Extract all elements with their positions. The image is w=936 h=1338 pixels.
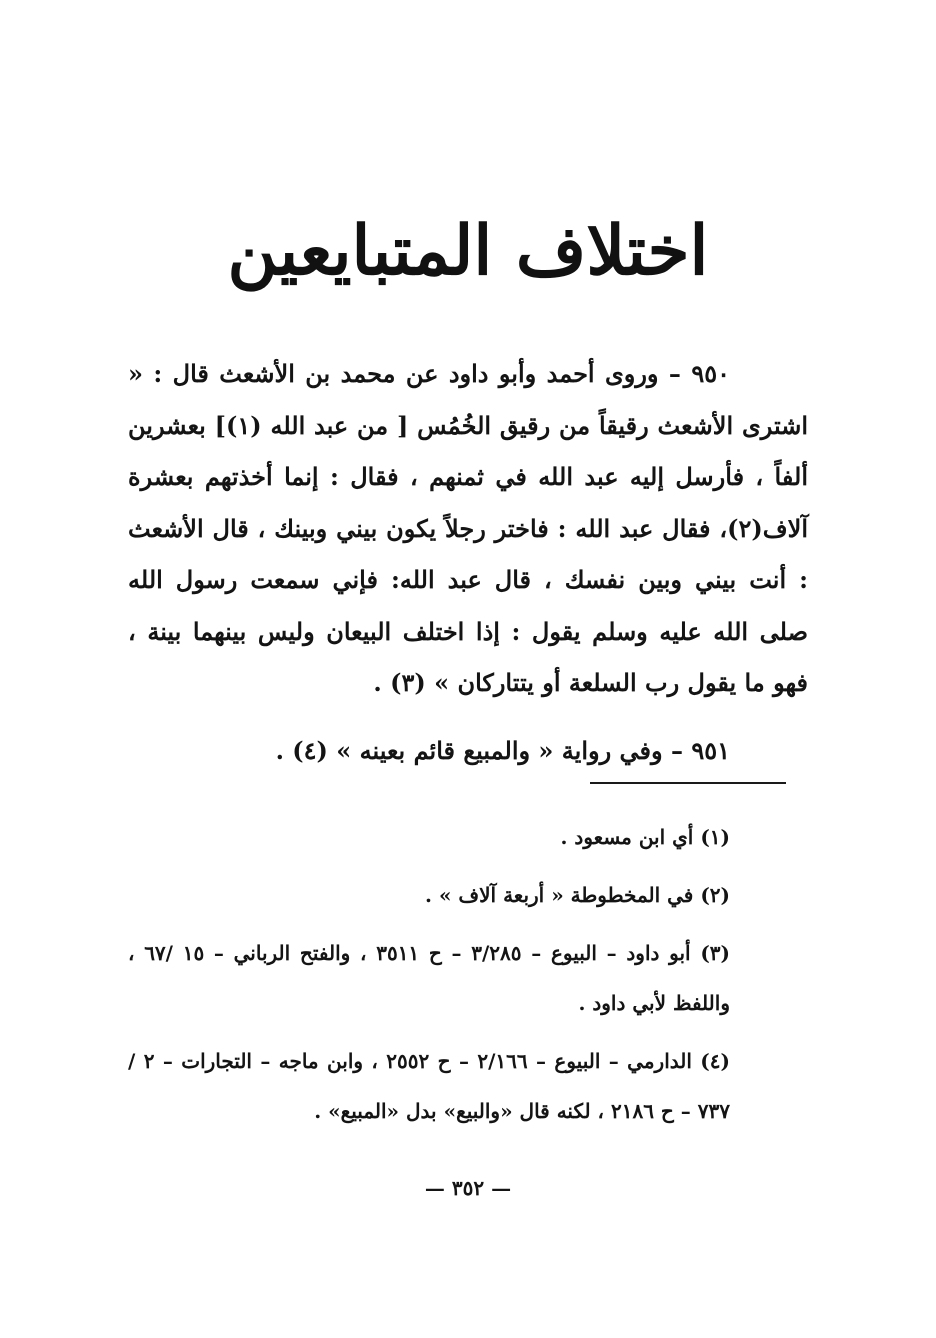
hadith-number: ٩٥١ [691, 735, 730, 765]
hadith-paragraph [128, 348, 808, 709]
footnote: (٢) في المخطوطة « أربعة آلاف » . [425, 883, 730, 907]
footnote-separator [590, 782, 786, 784]
hadith-number: ٩٥٠ [691, 359, 730, 388]
chapter-title: اختلاف المتبايعين [227, 211, 709, 291]
hadith-text: – وروى أحمد وأبو داود عن محمد بن الأشعث قال : « اشترى الأشعث رقيقاً من رقيق الخُمُس [ من عبد الله (١)] بعشرين ألفاً ، فأرسل إليه عبد الله في ثمنهم ، فقال : إنما أخذتهم بعشرة آلاف(٢)، فقال عبد الله : فاختر رجلاً يكون بيني وبينك ، قال الأشعث : أنت بيني وبين نفسك ، قال عبد الله: فإني سمعت رسول الله صلى الله عليه وسلم يقول : إذا اختلف البيعان وليس بينهما بينة ، فهو ما يقول رب السلعة أو يتتاركان » (٣) . [128, 359, 808, 697]
hadith-text: – وفي رواية « والمبيع قائم بعينه » (٤) . [275, 735, 683, 765]
footnote: (١) أي ابن مسعود . [560, 825, 730, 849]
footnote: (٤) الدارمي – البيوع – ٢/١٦٦ – ح ٢٥٥٢ ، وابن ماجه – التجارات – ٢ /٧٣٧ – ح ٢١٨٦ ، لكنه قال «والبيع» بدل «المبيع» . [128, 1049, 730, 1123]
hadith-paragraph [128, 725, 808, 777]
main-text [128, 348, 808, 776]
footnotes [128, 812, 808, 1136]
footnote: (٣) أبو داود – البيوع – ٣/٢٨٥ – ح ٣٥١١ ، والفتح الرباني – ١٥ /٦٧ ، واللفظ لأبي داود . [128, 941, 730, 1015]
page-number: — ٣٥٢ — [424, 1176, 512, 1200]
